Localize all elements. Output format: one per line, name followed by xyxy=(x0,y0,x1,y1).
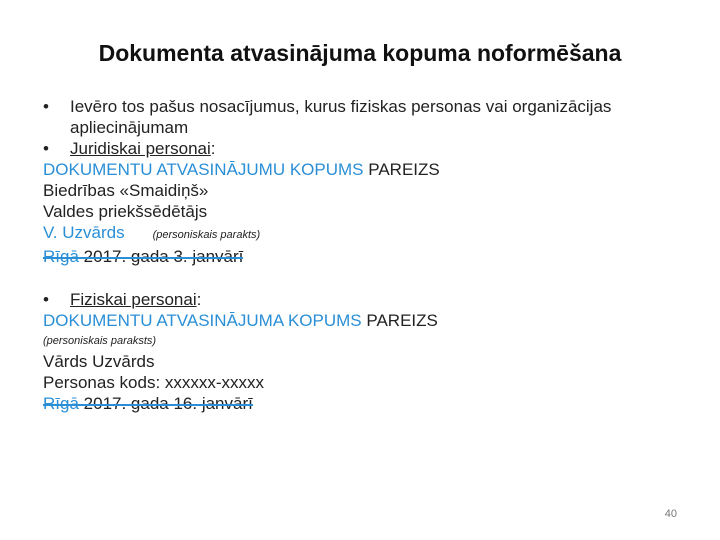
slide-title: Dokumenta atvasinājuma kopuma noformēšana xyxy=(98,40,622,66)
legal-person-label: Juridiskai personai xyxy=(70,139,211,158)
page-number: 40 xyxy=(664,508,677,520)
bullet-dot-icon: • xyxy=(43,139,49,158)
natural-heading-blue: DOKUMENTU ATVASINĀJUMA KOPUMS xyxy=(43,311,362,330)
bullet-dot-icon: • xyxy=(43,290,49,309)
legal-person-colon: : xyxy=(210,139,216,158)
natural-signature-note: (personiskais paraksts) xyxy=(43,335,157,347)
legal-strike-line xyxy=(43,257,243,259)
legal-heading-blue: DOKUMENTU ATVASINĀJUMU KOPUMS xyxy=(43,160,364,179)
natural-heading xyxy=(43,310,703,331)
natural-person-colon: : xyxy=(196,290,202,309)
bullet-legal-person xyxy=(43,138,703,159)
bullet-rules-text: Ievēro tos pašus nosacījumus, kurus fiziskas personas vai organizācijas apliecinājumam xyxy=(70,97,612,137)
legal-heading-black: PAREIZS xyxy=(368,160,440,179)
natural-heading-black: PAREIZS xyxy=(366,311,438,330)
legal-date-wrap xyxy=(43,246,243,267)
natural-date-line xyxy=(43,393,703,414)
natural-strike-line xyxy=(43,404,253,406)
slide-body xyxy=(43,96,703,414)
legal-signature-note: (personiskais parakts) xyxy=(152,229,261,241)
natural-id-code: Personas kods: xxxxxx-xxxxx xyxy=(43,373,265,392)
natural-name: Vārds Uzvārds xyxy=(43,352,155,371)
legal-position: Valdes priekšsēdētājs xyxy=(43,202,208,221)
bullet-rules xyxy=(43,96,703,138)
legal-signer-name: V. Uzvārds xyxy=(43,223,125,242)
bullet-dot-icon: • xyxy=(43,97,49,116)
natural-date-wrap xyxy=(43,393,253,414)
legal-signer-line xyxy=(43,222,703,246)
bullet-natural-person xyxy=(43,289,703,310)
natural-person-label: Fiziskai personai xyxy=(70,290,197,309)
legal-org: Biedrības «Smaidiņš» xyxy=(43,181,209,200)
legal-heading xyxy=(43,159,703,180)
legal-date-line xyxy=(43,246,703,267)
